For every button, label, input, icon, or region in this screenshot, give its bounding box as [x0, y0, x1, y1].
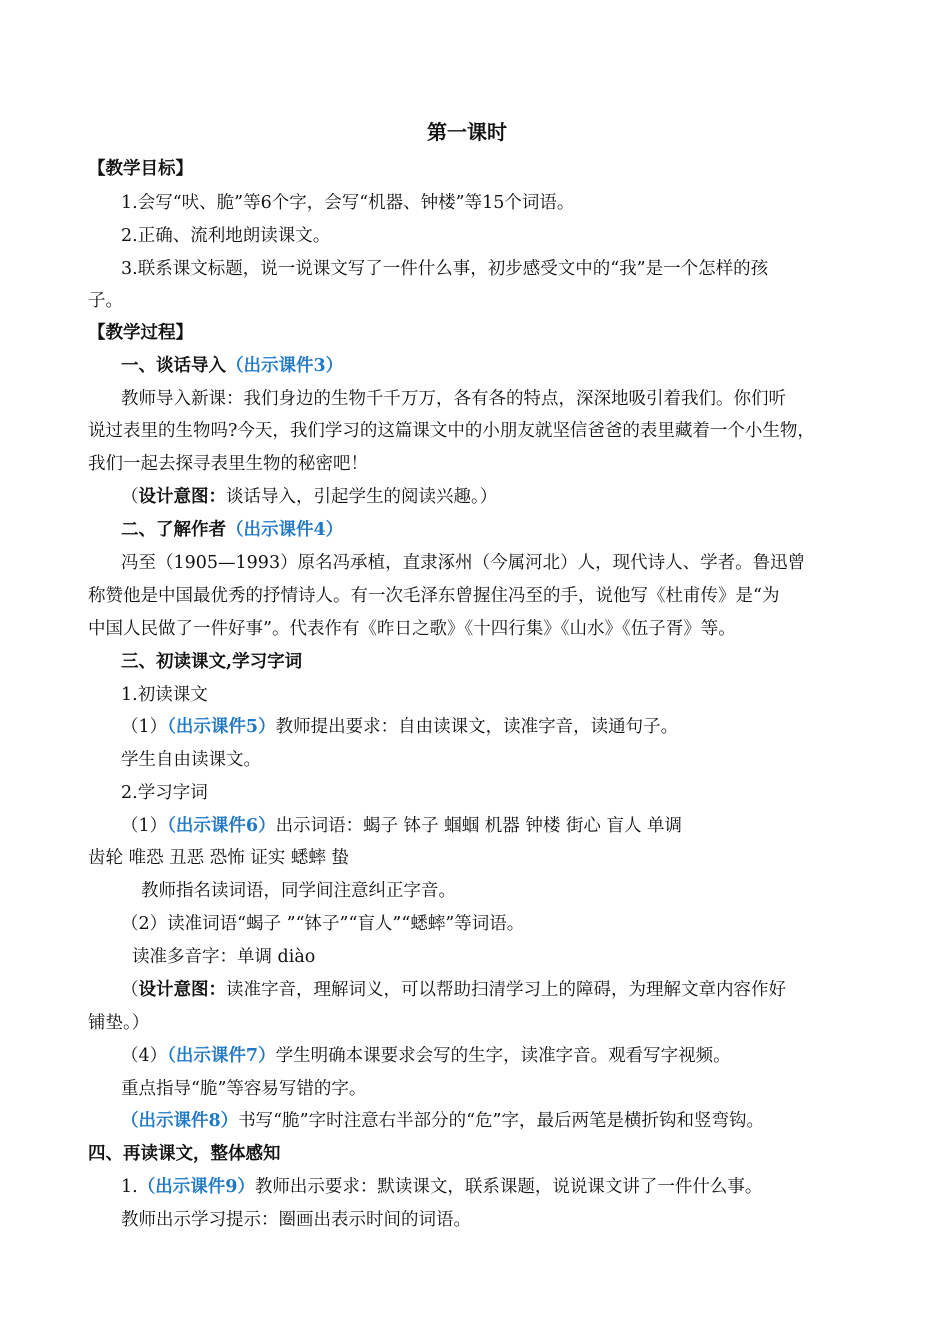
section-2-title: 二、了解作者 [121, 520, 226, 540]
paragraph: 称赞他是中国最优秀的抒情诗人。有一次毛泽东曾握住冯至的手，说他写《杜甫传》是“为 [88, 586, 780, 606]
word-list-cont: 齿轮 唯恐 丑恶 恐怖 证实 蟋蟀 蛰 [88, 848, 349, 868]
list-item: 1.初读课文 [121, 685, 208, 705]
list-item [121, 1045, 731, 1067]
item-text: 出示词语：蝎子 钵子 蝈蝈 机器 钟楼 街心 盲人 单调 [275, 816, 683, 836]
courseware-tag: （出示课件5） [167, 717, 276, 737]
item-text: 教师出示要求：默读课文，联系课题，说说课文讲了一件什么事。 [254, 1177, 763, 1197]
design-intent-cont: 铺垫。） [88, 1013, 150, 1033]
list-item: 教师出示学习提示：圈画出表示时间的词语。 [121, 1210, 471, 1230]
goal-3: 3.联系课文标题，说一说课文写了一件什么事，初步感受文中的“我”是一个怎样的孩 [121, 259, 769, 279]
section-3-title: 三、初读课文,学习字词 [121, 652, 303, 672]
paragraph: 说过表里的生物吗?今天，我们学习的这篇课文中的小朋友就坚信爸爸的表里藏着一个小生物， [88, 421, 815, 441]
goals-heading: 【教学目标】 [88, 159, 193, 179]
list-item: 2.学习字词 [121, 783, 208, 803]
section-1-heading [121, 355, 343, 377]
section-1-title: 一、谈话导入 [121, 356, 226, 376]
item-number: （1） [121, 717, 168, 737]
courseware-tag: （出示课件3） [226, 356, 344, 376]
goal-2: 2.正确、流利地朗读课文。 [121, 226, 331, 246]
paren: （ [121, 980, 139, 1000]
design-intent-text: 读准字音，理解词义，可以帮助扫清学习上的障碍，为理解文章内容作好 [226, 980, 786, 1000]
goal-1: 1.会写“吠、脆”等6个字，会写“机器、钟楼”等15个词语。 [121, 193, 575, 213]
item-number: 1. [121, 1177, 138, 1197]
item-text: 教师提出要求：自由读课文，读准字音，读通句子。 [275, 717, 679, 737]
section-4-title: 四、再读课文，整体感知 [88, 1144, 281, 1164]
goal-3-cont: 子。 [88, 291, 123, 311]
process-heading: 【教学过程】 [88, 323, 193, 343]
design-intent [121, 979, 786, 1001]
item-number: （1） [121, 816, 168, 836]
courseware-tag: （出示课件7） [167, 1046, 276, 1066]
courseware-tag: （出示课件6） [167, 816, 276, 836]
design-intent-label: 设计意图： [138, 487, 226, 507]
list-item [121, 716, 678, 738]
list-item: 重点指导“脆”等容易写错的字。 [121, 1079, 367, 1099]
paragraph: 冯至（1905—1993）原名冯承植，直隶涿州（今属河北）人，现代诗人、学者。鲁迅曾 [121, 553, 806, 573]
paragraph: 中国人民做了一件好事”。代表作有《昨日之歌》《十四行集》《山水》《伍子胥》等。 [88, 619, 736, 639]
design-intent-label: 设计意图： [138, 980, 226, 1000]
list-item: 读准多音字：单调 diào [132, 947, 316, 967]
paragraph: 我们一起去探寻表里生物的秘密吧！ [88, 454, 368, 474]
design-intent-text: 谈话导入，引起学生的阅读兴趣。） [226, 487, 498, 507]
courseware-tag: （出示课件8） [121, 1111, 239, 1131]
courseware-tag: （出示课件9） [137, 1177, 255, 1197]
page-title: 第一课时 [427, 120, 507, 144]
item-text: 学生明确本课要求会写的生字，读准字音。观看写字视频。 [275, 1046, 731, 1066]
item-text: 书写“脆”字时注意右半部分的“危”字，最后两笔是横折钩和竖弯钩。 [238, 1111, 764, 1131]
list-item: 学生自由读课文。 [121, 750, 261, 770]
list-item: （2）读准词语“蝎子 ”“钵子”“盲人”“蟋蟀”等词语。 [121, 914, 525, 934]
list-item: 教师指名读词语，同学间注意纠正字音。 [141, 881, 456, 901]
design-intent [121, 486, 497, 508]
paragraph: 教师导入新课：我们身边的生物千千万万，各有各的特点，深深地吸引着我们。你们听 [121, 389, 786, 409]
item-number: （4） [121, 1046, 168, 1066]
list-item [121, 1110, 764, 1132]
list-item [121, 1176, 762, 1198]
courseware-tag: （出示课件4） [226, 520, 344, 540]
paren: （ [121, 487, 139, 507]
section-2-heading [121, 519, 343, 541]
list-item [121, 815, 682, 837]
